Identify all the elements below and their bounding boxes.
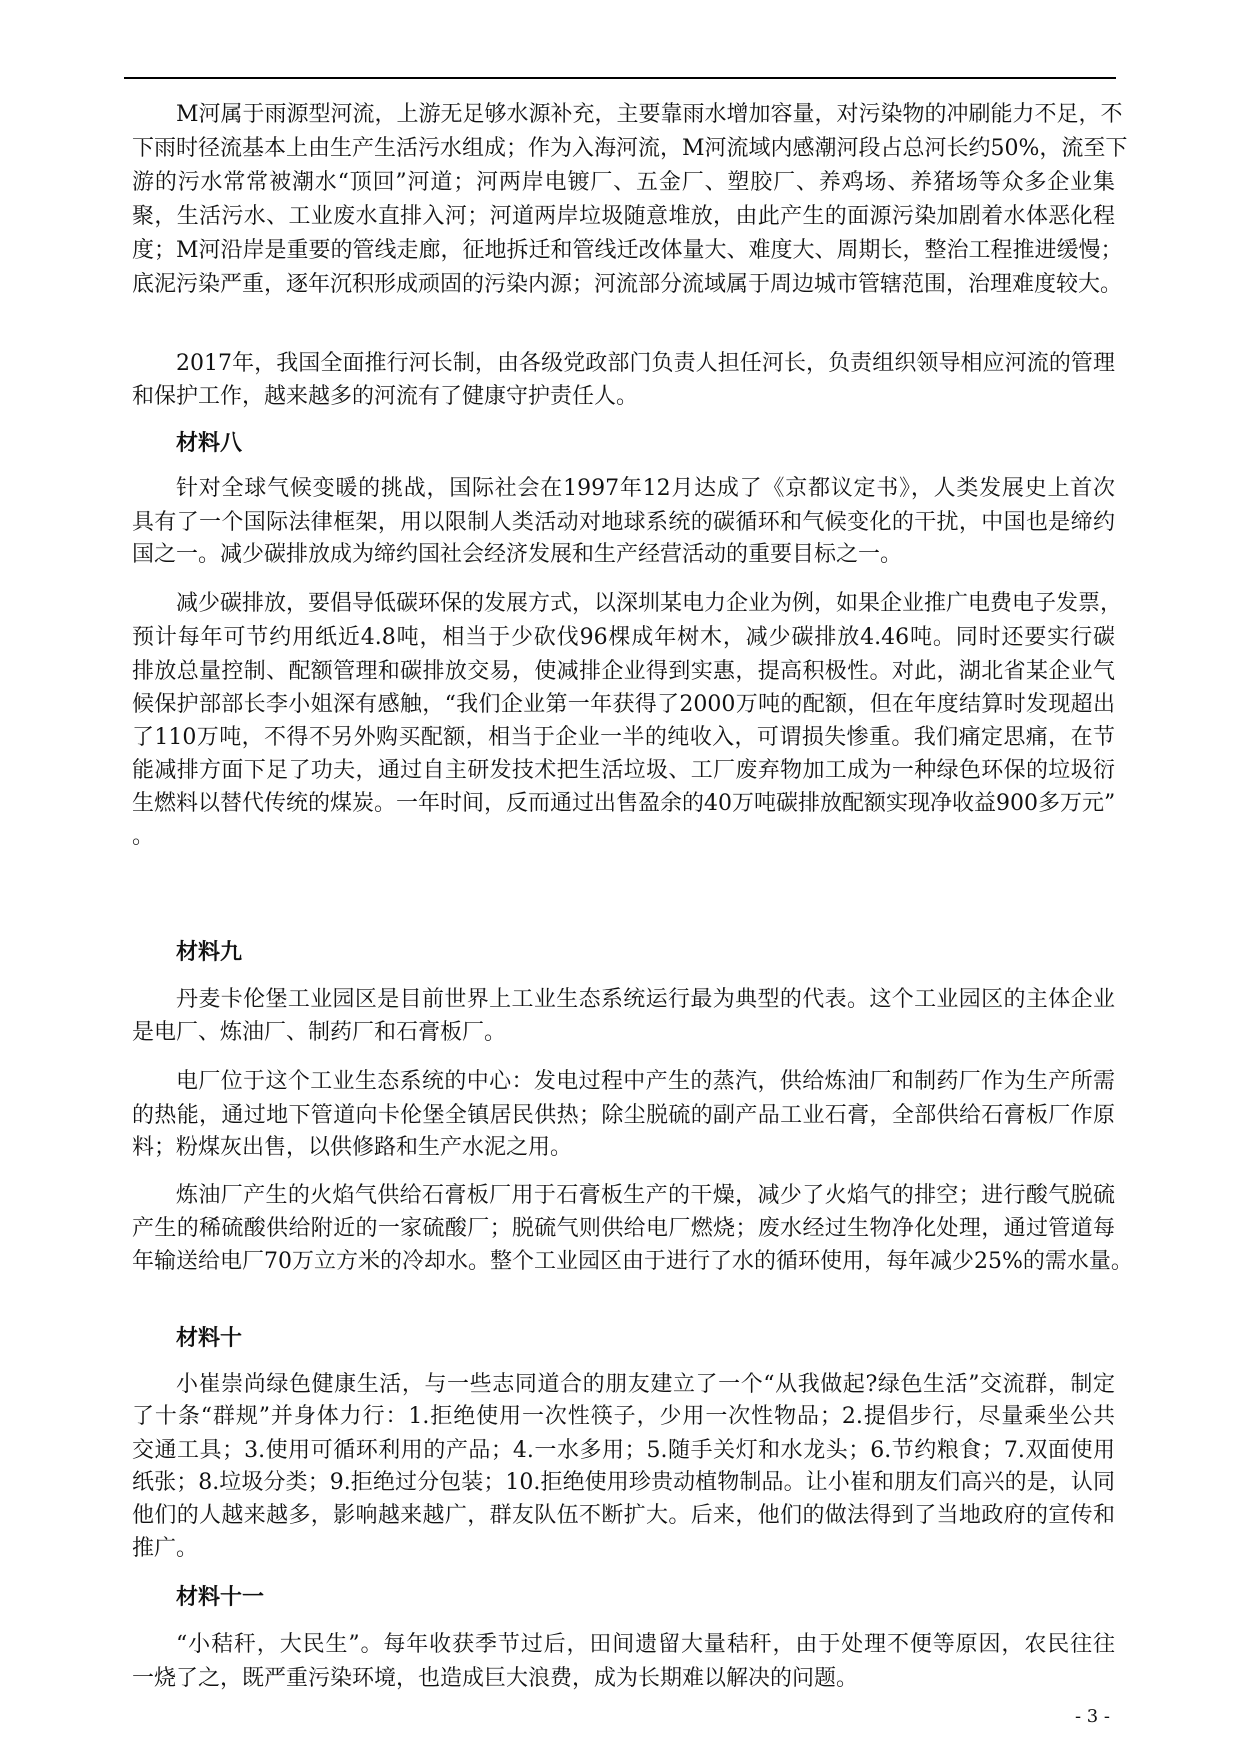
paragraph-line: 生燃料以替代传统的煤炭。一年时间，反而通过出售盈余的40万吨碳排放配额实现净收益900多万元” [132, 791, 1116, 816]
paragraph-line: 度；M河沿岸是重要的管线走廊，征地拆迁和管线迁改体量大、难度大、周期长，整治工程推进缓慢； [132, 238, 1123, 263]
paragraph-line: 交通工具；3.使用可循环利用的产品；4.一水多用；5.随手关灯和水龙头；6.节约粮食；7.双面使用 [132, 1438, 1115, 1463]
paragraph-line: 针对全球气候变暖的挑战，国际社会在1997年12月达成了《京都议定书》，人类发展史上首次 [176, 476, 1115, 501]
paragraph-line: 小崔崇尚绿色健康生活，与一些志同道合的朋友建立了一个“从我做起?绿色生活”交流群，制定 [176, 1372, 1115, 1397]
paragraph-line: 底泥污染严重，逐年沉积形成顽固的污染内源；河流部分流域属于周边城市管辖范围，治理难度较大。 [132, 272, 1123, 297]
paragraph-line: 是电厂、炼油厂、制药厂和石膏板厂。 [132, 1020, 507, 1045]
paragraph-line: 了十条“群规”并身体力行：1.拒绝使用一次性筷子，少用一次性物品；2.提倡步行，尽量乘坐公共 [132, 1404, 1115, 1429]
paragraph-line: 推广。 [132, 1536, 199, 1561]
paragraph-line: 年输送给电厂70万立方米的冷却水。整个工业园区由于进行了水的循环使用，每年减少25%的需水量。 [132, 1249, 1133, 1274]
section-heading: 材料八 [176, 430, 243, 456]
paragraph-line: 减少碳排放，要倡导低碳环保的发展方式，以深圳某电力企业为例，如果企业推广电费电子发票， [176, 591, 1123, 616]
paragraph-line: 的热能，通过地下管道向卡伦堡全镇居民供热；除尘脱硫的副产品工业石膏，全部供给石膏板厂作原 [132, 1103, 1115, 1128]
paragraph-line: 候保护部部长李小姐深有感触，“我们企业第一年获得了2000万吨的配额，但在年度结算时发现超出 [132, 692, 1115, 717]
paragraph-line: 电厂位于这个工业生态系统的中心：发电过程中产生的蒸汽，供给炼油厂和制药厂作为生产所需 [176, 1069, 1115, 1094]
paragraph-line: 产生的稀硫酸供给附近的一家硫酸厂；脱硫气则供给电厂燃烧；废水经过生物净化处理，通过管道每 [132, 1216, 1115, 1241]
paragraph-line: 聚，生活污水、工业废水直排入河；河道两岸垃圾随意堆放，由此产生的面源污染加剧着水体恶化程 [132, 204, 1115, 229]
paragraph-line: 炼油厂产生的火焰气供给石膏板厂用于石膏板生产的干燥，减少了火焰气的排空；进行酸气脱硫 [176, 1183, 1115, 1208]
paragraph-line: 丹麦卡伦堡工业园区是目前世界上工业生态系统运行最为典型的代表。这个工业园区的主体企业 [176, 987, 1115, 1012]
section-heading: 材料十一 [176, 1584, 265, 1610]
paragraph-line: 排放总量控制、配额管理和碳排放交易，使减排企业得到实惠，提高积极性。对此，湖北省某企业气 [132, 659, 1115, 684]
paragraph-line: 游的污水常常被潮水“顶回”河道；河两岸电镀厂、五金厂、塑胶厂、养鸡场、养猪场等众多企业集 [132, 170, 1115, 195]
paragraph-line: 他们的人越来越多，影响越来越广，群友队伍不断扩大。后来，他们的做法得到了当地政府的宣传和 [132, 1503, 1115, 1528]
paragraph-line: 和保护工作，越来越多的河流有了健康守护责任人。 [132, 384, 639, 409]
header-rule [124, 77, 1116, 79]
paragraph-line: 预计每年可节约用纸近4.8吨，相当于少砍伐96棵成年树木，减少碳排放4.46吨。同时还要实行碳 [132, 625, 1115, 650]
paragraph-line: “小秸秆，大民生”。每年收获季节过后，田间遗留大量秸秆，由于处理不便等原因，农民往往 [176, 1632, 1115, 1657]
paragraph-line: 料；粉煤灰出售，以供修路和生产水泥之用。 [132, 1135, 573, 1160]
paragraph-line: 了110万吨，不得不另外购买配额，相当于企业一半的纯收入，可谓损失惨重。我们痛定思痛，在节 [132, 725, 1115, 750]
paragraph-line: 国之一。减少碳排放成为缔约国社会经济发展和生产经营活动的重要目标之一。 [132, 542, 903, 567]
paragraph-line: 具有了一个国际法律框架，用以限制人类活动对地球系统的碳循环和气候变化的干扰，中国也是缔约 [132, 510, 1115, 535]
paragraph-line: M河属于雨源型河流，上游无足够水源补充，主要靠雨水增加容量，对污染物的冲刷能力不足，不 [176, 102, 1123, 127]
paragraph-line: 下雨时径流基本上由生产生活污水组成；作为入海河流，M河流域内感潮河段占总河长约50%，流至下 [132, 136, 1128, 161]
paragraph-line: 2017年，我国全面推行河长制，由各级党政部门负责人担任河长，负责组织领导相应河流的管理 [176, 351, 1115, 376]
paragraph-line: 纸张；8.垃圾分类；9.拒绝过分包装；10.拒绝使用珍贵动植物制品。让小崔和朋友们高兴的是，认同 [132, 1470, 1115, 1495]
section-heading: 材料十 [176, 1325, 243, 1351]
paragraph-line: 。 [132, 824, 155, 849]
paragraph-line: 能减排方面下足了功夫，通过自主研发技术把生活垃圾、工厂废弃物加工成为一种绿色环保的垃圾衍 [132, 758, 1115, 783]
page-number: - 3 - [1074, 1706, 1110, 1727]
paragraph-line: 一烧了之，既严重污染环境，也造成巨大浪费，成为长期难以解决的问题。 [132, 1666, 859, 1691]
section-heading: 材料九 [176, 939, 243, 965]
